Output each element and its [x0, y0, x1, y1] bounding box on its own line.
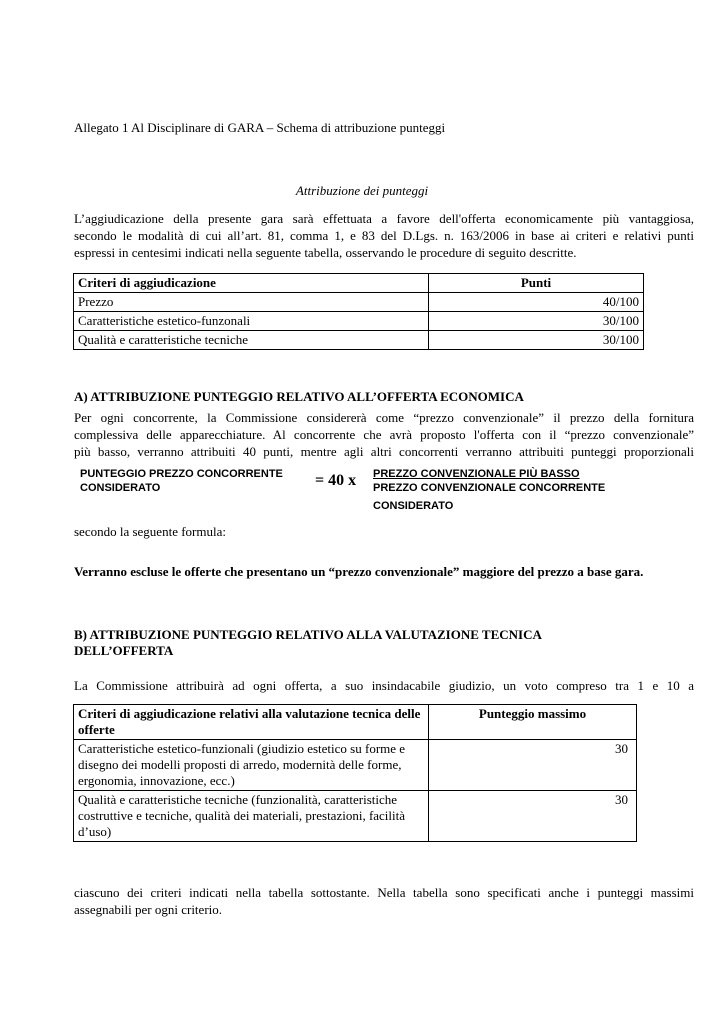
table-cell: 30 [429, 740, 637, 791]
section-a-heading: A) ATTRIBUZIONE PUNTEGGIO RELATIVO ALL’OFFERTA ECONOMICA [74, 389, 524, 404]
table-row [74, 293, 644, 312]
table-cell: Qualità e caratteristiche tecniche [74, 331, 429, 350]
formula-left-term [80, 467, 283, 495]
table-row [74, 791, 637, 842]
table-cell: 30/100 [429, 331, 644, 350]
table-row [74, 331, 644, 350]
formula-denominator: PREZZO CONVENZIONALE CONCORRENTE [373, 482, 606, 494]
table-header-cell: Criteri di aggiudicazione [74, 274, 429, 293]
technical-criteria-table [73, 704, 637, 842]
table-header-cell: Punti [429, 274, 644, 293]
section-b-heading-line: B) ATTRIBUZIONE PUNTEGGIO RELATIVO ALLA VALUTAZIONE TECNICA [74, 627, 542, 642]
table-cell: Caratteristiche estetico-funzionali (giudizio estetico su forme e disegno dei modelli proposti di arredo, modernità delle forme, ergonomia, innovazione, ecc.) [74, 740, 429, 791]
table-cell: Qualità e caratteristiche tecniche (funzionalità, caratteristiche costruttive e tecniche, qualità dei materiali, prestazioni, facilità d’uso) [74, 791, 429, 842]
section-a-line: complessiva delle apparecchiature. Al concorrente che avrà proposto l'offerta con il “prezzo convenzionale” [74, 427, 694, 442]
table-cell: Prezzo [74, 293, 429, 312]
table-header-cell: Punteggio massimo [429, 705, 637, 740]
section-subtitle: Attribuzione dei punteggi [295, 183, 429, 198]
table-cell: 40/100 [429, 293, 644, 312]
intro-paragraph [74, 210, 694, 261]
table-cell: Caratteristiche estetico-funzonali [74, 312, 429, 331]
formula-caption: secondo la seguente formula: [74, 524, 226, 539]
closing-line: ciascuno dei criteri indicati nella tabella sottostante. Nella tabella sono specificati anche i punteggi massimi [74, 885, 694, 900]
intro-line: L’aggiudicazione della presente gara sarà effettuata a favore dell'offerta economicamente più vantaggiosa, [74, 211, 694, 226]
section-b-heading-line: DELL’OFFERTA [74, 643, 174, 658]
closing-line: assegnabili per ogni criterio. [74, 902, 223, 917]
section-a-line: Per ogni concorrente, la Commissione considererà come “prezzo convenzionale” il prezzo della fornitura [74, 410, 694, 425]
table-cell: 30/100 [429, 312, 644, 331]
formula-numerator: PREZZO CONVENZIONALE PIÙ BASSO [373, 468, 580, 480]
formula-fraction [373, 467, 605, 513]
closing-paragraph [74, 884, 694, 918]
intro-line: secondo le modalità di cui all’art. 81, comma 1, e 83 del D.Lgs. n. 163/2006 in base ai criteri e relativi punti [74, 228, 694, 243]
section-b-intro: La Commissione attribuirà ad ogni offerta, a suo insindacabile giudizio, un voto compreso tra 1 e 10 a [74, 678, 694, 693]
exclusion-note: Verranno escluse le offerte che presentano un “prezzo convenzionale” maggiore del prezzo a base gara. [74, 564, 644, 579]
formula-left-line: PUNTEGGIO PREZZO CONCORRENTE [80, 468, 283, 480]
table-row [74, 740, 637, 791]
formula-left-line: CONSIDERATO [80, 482, 161, 494]
formula-denominator: CONSIDERATO [373, 500, 454, 512]
section-b-heading [74, 627, 542, 659]
intro-line: espressi in centesimi indicati nella seguente tabella, osservando le procedure di seguito descritte. [74, 245, 577, 260]
table-header-row [74, 705, 637, 740]
criteria-table [73, 273, 644, 350]
formula-multiplier: = 40 x [315, 472, 357, 489]
table-header-cell: Criteri di aggiudicazione relativi alla valutazione tecnica delle offerte [74, 705, 429, 740]
table-row [74, 312, 644, 331]
section-a-line: più basso, verranno attribuiti 40 punti, mentre agli altri concorrenti verranno attribuiti punteggi proporzionali [74, 444, 694, 459]
section-a-paragraph [74, 409, 694, 460]
table-cell: 30 [429, 791, 637, 842]
document-title: Allegato 1 Al Disciplinare di GARA – Schema di attribuzione punteggi [74, 120, 446, 135]
table-header-row [74, 274, 644, 293]
